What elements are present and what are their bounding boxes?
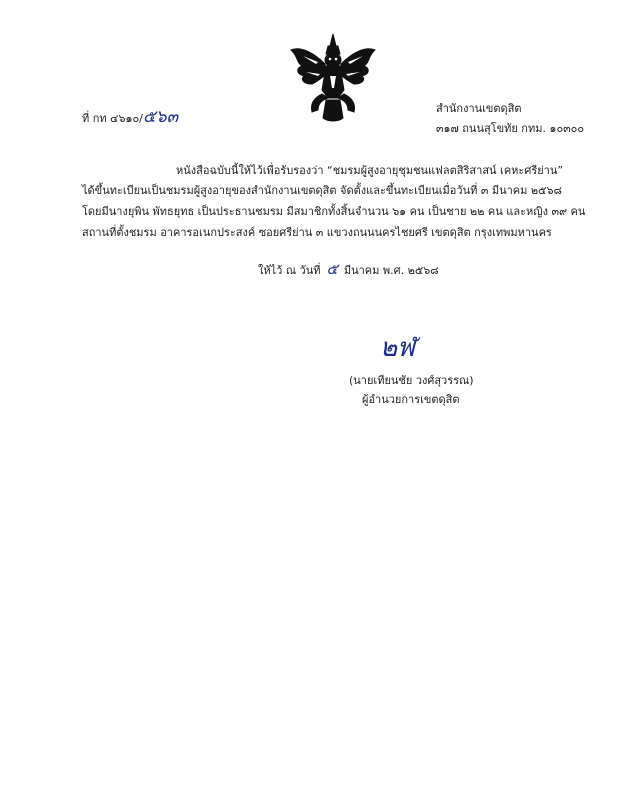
body-line-3: โดยมีนางยุพิน พัทธยุทธ เป็นประธานชมรม มีสมาชิกทั้งสิ้นจำนวน ๖๑ คน เป็นชาย ๒๒ คน และหญิง ๓๙ คน	[82, 205, 586, 218]
document-number-handwritten: ๕๖๓	[142, 107, 179, 127]
document-number-label: ที่ กท ๔๖๑๐/	[82, 112, 143, 125]
issued-prefix: ให้ไว้ ณ วันที่	[258, 264, 321, 277]
issued-suffix: มีนาคม พ.ศ. ๒๕๖๘	[343, 264, 439, 277]
garuda-emblem-icon	[288, 32, 378, 124]
signature-mark: ๒ฬ	[380, 333, 415, 363]
body-line-2: ได้ขึ้นทะเบียนเป็นชมรมผู้สูงอายุของสำนักงานเขตดุสิต จัดตั้งและขึ้นทะเบียนเมื่อวันที่ ๓ มีนาคม ๒๕๖๘	[82, 184, 562, 197]
agency-name: สำนักงานเขตดุสิต	[436, 102, 522, 115]
body-line-4: สถานที่ตั้งชมรม อาคารอเนกประสงค์ ซอยศรีย่าน ๓ แขวงถนนนครไชยศรี เขตดุสิต กรุงเทพมหานคร	[82, 226, 552, 239]
signer-name: (นายเทียนชัย วงศ์สุวรรณ)	[349, 374, 474, 387]
issued-day-handwritten: ๕	[326, 260, 338, 278]
signer-title: ผู้อำนวยการเขตดุสิต	[362, 393, 460, 406]
issued-date	[258, 260, 439, 279]
document-number	[82, 107, 178, 128]
agency-address: ๓๑๗ ถนนสุโขทัย กทม. ๑๐๓๐๐	[436, 122, 585, 135]
body-line-1: หนังสือฉบับนี้ให้ไว้เพื่อรับรองว่า “ชมรมผู้สูงอายุชุมชนแฟลตสิริสาสน์ เคหะศรีย่าน”	[176, 164, 564, 177]
